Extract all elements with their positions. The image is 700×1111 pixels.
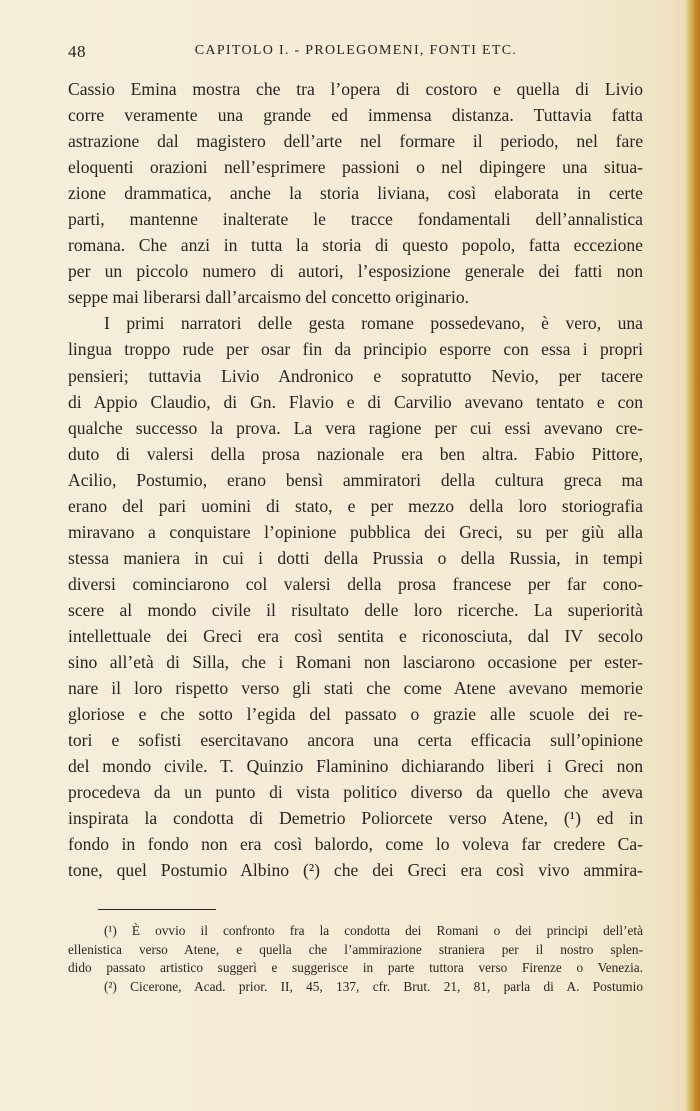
text-line: stessa maniera in cui i dotti della Prussia o della Russia, in tempi [68,547,643,568]
text-line: intellettuale dei Greci era così sentita e riconosciuta, dal IV secolo [68,625,643,646]
page-number: 48 [68,42,86,61]
footnote-separator [98,909,216,910]
text-line: miravano a conquistare l’opinione pubblica dei Greci, su per giù alla [68,521,643,542]
footnote-2: (²) Cicerone, Acad. prior. II, 45, 137, cfr. Brut. 21, 81, parla di A. Postumio [104,978,643,994]
footnote-1-cont: dido passato artistico suggerì e suggerisce in parte tuttora verso Firenze o Venezia. [68,960,643,975]
text-line: lingua troppo rude per osar fin da principio esporre con essa i propri [68,339,643,360]
text-line: seppe mai liberarsi dall’arcaismo del concetto originario. [68,287,470,308]
text-line: per un piccolo numero di autori, l’esposizione generale dei fatti non [68,261,643,282]
text-line: del mondo civile. T. Quinzio Flaminino dichiarando liberi i Greci non [68,756,643,777]
text-line: gloriose e che sotto l’egida del passato o grazie alle scuole dei re- [68,704,643,725]
text-line: astrazione dal magistero dell’arte nel formare il periodo, nel fare [68,131,643,152]
text-line: sino all’età di Silla, che i Romani non lasciarono occasione per ester- [68,652,643,673]
text-line: corre veramente una grande ed immensa distanza. Tuttavia fatta [68,105,643,126]
text-line: romana. Che anzi in tutta la storia di questo popolo, fatta eccezione [68,235,643,256]
text-line: tori e sofisti esercitavano ancora una certa efficacia sull’opinione [68,730,643,751]
text-line: Acilio, Postumio, erano bensì ammiratori della cultura greca ma [68,469,643,490]
text-line: I primi narratori delle gesta romane possedevano, è vero, una [104,313,643,334]
text-line: diversi cominciarono col valersi della prosa francese per far cono- [68,573,643,594]
text-line: scere al mondo civile il risultato delle loro ricerche. La superiorità [68,599,643,620]
text-line: fondo in fondo non era così balordo, come lo voleva far credere Ca- [68,834,643,855]
text-line: pensieri; tuttavia Livio Andronico e sopratutto Nevio, per tacere [68,365,643,386]
running-head: CAPITOLO I. - PROLEGOMENI, FONTI ETC. [194,43,518,58]
footnote-1: (¹) È ovvio il confronto fra la condotta dei Romani o dei principi dell’età [104,923,643,938]
text-line: qualche successo la prova. La vera ragione per cui essi avevano cre- [68,417,643,438]
text-line: zione drammatica, anche la storia liviana, così elaborata in certe [68,183,643,204]
text-line: di Appio Claudio, di Gn. Flavio e di Carvilio avevano tentato e con [68,391,643,412]
footnote-1-cont: ellenistica verso Atene, e quella che l’ammirazione straniera per il nostro splen- [68,941,643,957]
text-line: Cassio Emina mostra che tra l’opera di costoro e quella di Livio [68,79,643,99]
text-line: procedeva da un punto di vista politico diverso da quello che aveva [68,782,643,803]
body-text [68,76,643,883]
text-line: parti, mantenne inalterate le tracce fondamentali dell’annalistica [68,209,643,230]
text-line: inspirata la condotta di Demetrio Poliorcete verso Atene, (¹) ed in [68,808,643,829]
page-edge [686,0,700,1111]
text-line: erano del pari uomini di stato, e per mezzo della loro storiografia [68,495,643,516]
page-header [68,42,644,64]
text-line: nare il loro rispetto verso gli stati che come Atene avevano memorie [68,678,643,699]
footnotes [68,922,643,996]
text-line: duto di valersi della prosa nazionale era ben altra. Fabio Pittore, [68,443,643,464]
text-line: eloquenti orazioni nell’esprimere passioni o nel dipingere una situa- [68,157,643,178]
text-line: tone, quel Postumio Albino (²) che dei Greci era così vivo ammira- [68,860,643,881]
